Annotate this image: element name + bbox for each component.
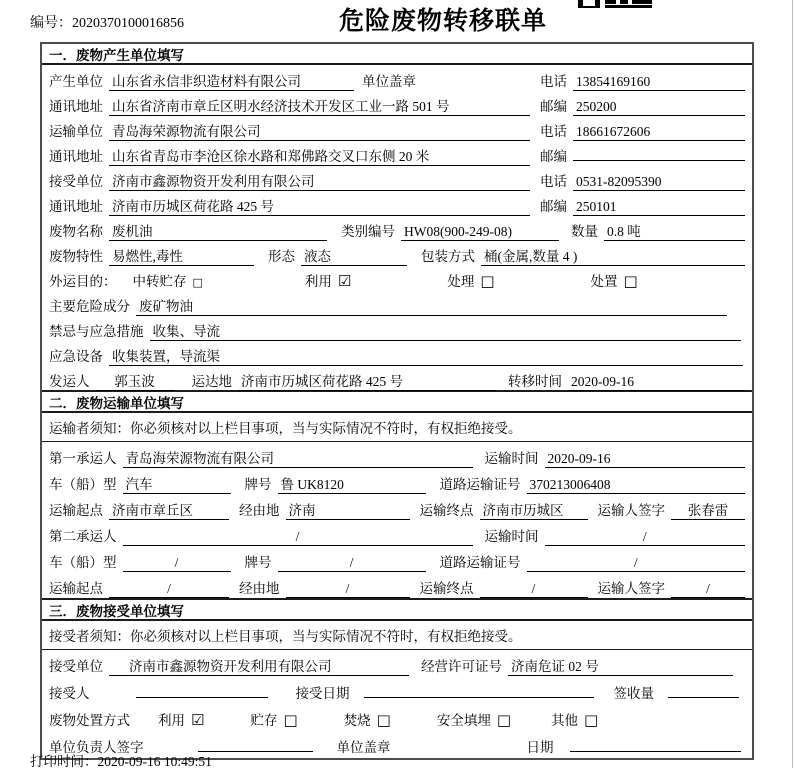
- section3-header: 三．废物接受单位填写: [42, 598, 752, 621]
- zip2-label: 邮编: [540, 149, 567, 164]
- vehicle1-label: 车（船）型: [49, 477, 117, 492]
- plate1-label: 牌号: [244, 477, 272, 492]
- unit-seal-label: 单位盖章: [362, 74, 416, 89]
- cert2-label: 道路运输证号: [439, 555, 521, 570]
- manager-sign-value: [198, 737, 313, 752]
- form-row-vehicle1: [42, 468, 752, 494]
- quantity-value: 0.8 吨: [604, 220, 745, 241]
- form-value: 液态: [301, 245, 407, 266]
- sign1-value: 张春雷: [671, 499, 745, 520]
- form-row-purpose: [42, 265, 752, 290]
- start1-label: 运输起点: [49, 503, 103, 518]
- via1-value: 济南: [286, 499, 410, 520]
- disposal-label: 废物处置方式: [49, 713, 130, 728]
- phone2-value: 18661672606: [573, 124, 745, 141]
- receive-date-value: [364, 683, 594, 698]
- transfer-time-value: 2020-09-16: [568, 374, 745, 391]
- disposal-use-checkbox: ☑: [191, 711, 205, 729]
- addr3-label: 通讯地址: [49, 199, 103, 214]
- receive-unit-value: 济南市鑫源物资开发利用有限公司: [109, 170, 530, 191]
- phone1-value: 13854169160: [573, 74, 745, 91]
- addr1-label: 通讯地址: [49, 99, 103, 114]
- phone1-label: 电话: [540, 74, 567, 89]
- disposal-landfill-label: 安全填埋: [436, 713, 491, 728]
- via1-label: 经由地: [239, 503, 280, 518]
- hazard-value: 废矿物油: [136, 295, 727, 316]
- transport-unit-value: 青岛海荣源物流有限公司: [109, 120, 530, 141]
- via2-value: /: [286, 581, 410, 598]
- dest-label: 运达地: [191, 374, 232, 389]
- equipment-value: 收集装置，导流渠: [109, 345, 743, 366]
- purpose-option-transfer: [133, 270, 203, 290]
- purpose-option-treat: [447, 270, 494, 290]
- form-row-transport-addr: [42, 140, 752, 165]
- form-row-waste-trait: [42, 240, 752, 265]
- cert1-value: 370213006408: [527, 477, 746, 494]
- form-row-receive-unit: [42, 165, 752, 190]
- section3-notice: 接受者须知：你必须核对以上栏目事项，当与实际情况不符时，有权拒绝接受。: [42, 621, 752, 650]
- end1-value: 济南市历城区: [480, 499, 588, 520]
- purpose-treat-label: 处理: [447, 274, 475, 289]
- vehicle2-value: /: [123, 555, 231, 572]
- disposal-use-label: 利用: [158, 713, 185, 728]
- start2-label: 运输起点: [49, 581, 103, 596]
- form-row-route2: [42, 572, 752, 598]
- start1-value: 济南市章丘区: [109, 499, 229, 520]
- produce-unit-label: 产生单位: [49, 74, 103, 89]
- qr-code-fragment: [578, 0, 654, 9]
- form-row-vehicle2: [42, 546, 752, 572]
- time1-label: 运输时间: [484, 451, 539, 466]
- carrier2-value: /: [123, 529, 473, 546]
- license-value: 济南危证 02 号: [508, 655, 733, 676]
- section2-header: 二．废物运输单位填写: [42, 390, 752, 413]
- print-time-value: 2020-09-16 10:49:51: [97, 754, 212, 769]
- zip1-value: 250200: [573, 99, 745, 116]
- cert2-value: /: [527, 555, 746, 572]
- taboo-value: 收集、导流: [150, 320, 742, 341]
- purpose-dispose-checkbox: □: [623, 272, 638, 290]
- hazard-label: 主要危险成分: [49, 299, 130, 314]
- print-time-label: 打印时间：: [30, 754, 98, 769]
- waste-name-value: 废机油: [109, 220, 327, 241]
- end2-value: /: [480, 581, 588, 598]
- quantity-label: 数量: [571, 224, 598, 239]
- document-number: [30, 12, 184, 32]
- disposal-landfill-checkbox: □: [496, 711, 512, 729]
- plate2-label: 牌号: [244, 555, 272, 570]
- phone2-label: 电话: [540, 124, 567, 139]
- disposal-option-burn: [344, 709, 391, 729]
- category-value: HW08(900-249-08): [401, 224, 559, 241]
- carrier1-value: 青岛海荣源物流有限公司: [123, 447, 473, 468]
- receipt-qty-label: 签收量: [613, 686, 654, 701]
- phone3-label: 电话: [540, 174, 567, 189]
- taboo-label: 禁忌与应急措施: [49, 324, 144, 339]
- addr1-value: 山东省济南市章丘区明水经济技术开发区工业一路 501 号: [109, 95, 530, 116]
- form-row-hazard: [42, 290, 752, 315]
- license-label: 经营许可证号: [421, 659, 502, 674]
- disposal-option-use: [158, 709, 204, 729]
- form-row-route1: [42, 494, 752, 520]
- disposal-option-store: [250, 709, 297, 729]
- plate1-value: 鲁 UK8120: [278, 473, 426, 494]
- zip3-label: 邮编: [540, 199, 567, 214]
- form-row-carrier2: [42, 520, 752, 546]
- page-title: 危险废物转移联单: [338, 7, 548, 35]
- purpose-option-dispose: [591, 270, 638, 290]
- zip3-value: 250101: [573, 199, 745, 216]
- form-label: 形态: [268, 249, 295, 264]
- zip1-label: 邮编: [540, 99, 567, 114]
- disposal-other-label: 其他: [551, 713, 579, 728]
- end1-label: 运输终点: [419, 503, 474, 518]
- equipment-label: 应急设备: [49, 349, 103, 364]
- carrier1-label: 第一承运人: [49, 451, 117, 466]
- purpose-transfer-label: 中转贮存: [132, 274, 187, 289]
- form-row-receiver: [42, 677, 752, 704]
- package-label: 包装方式: [421, 249, 475, 264]
- document-number-label: 编号：: [30, 16, 72, 31]
- purpose-dispose-label: 处置: [590, 274, 618, 289]
- sender-label: 发运人: [49, 374, 90, 389]
- transfer-time-label: 转移时间: [508, 374, 562, 389]
- form-row-taboo: [42, 315, 752, 340]
- s3-unit-seal-label: 单位盖章: [336, 740, 391, 755]
- via2-label: 经由地: [239, 581, 280, 596]
- dest-value: 济南市历城区荷花路 425 号: [238, 370, 496, 391]
- purpose-label: 外运目的：: [49, 274, 117, 289]
- transport-unit-label: 运输单位: [49, 124, 103, 139]
- receive-unit-label: 接受单位: [49, 174, 103, 189]
- purpose-transfer-checkbox: □: [192, 276, 203, 289]
- form-row-equipment: [42, 340, 752, 365]
- receiver-label: 接受人: [49, 686, 90, 701]
- sign2-value: /: [671, 581, 745, 598]
- s3-receive-unit-value: 济南市鑫源物资开发利用有限公司: [109, 655, 409, 676]
- time2-label: 运输时间: [484, 529, 539, 544]
- form-row-transport-unit: [42, 115, 752, 140]
- disposal-option-other: [551, 709, 598, 729]
- manifest-form: [40, 42, 754, 760]
- sign2-label: 运输人签字: [597, 581, 665, 596]
- form-row-produce-unit: [42, 65, 752, 90]
- form-row-sender: [42, 365, 752, 390]
- disposal-other-checkbox: □: [584, 711, 599, 729]
- page-edge-line: [792, 0, 793, 768]
- zip2-value: [573, 146, 745, 161]
- form-row-receive-addr: [42, 190, 752, 215]
- manager-sign-label: 单位负责人签字: [49, 740, 144, 755]
- date-value: [570, 737, 742, 752]
- vehicle1-value: 汽车: [123, 473, 231, 494]
- disposal-burn-label: 焚烧: [343, 713, 371, 728]
- form-row-disposal: [42, 704, 752, 731]
- disposal-option-landfill: [437, 709, 511, 729]
- disposal-store-checkbox: □: [283, 711, 298, 729]
- form-row-produce-addr: [42, 90, 752, 115]
- produce-unit-value: 山东省永信非织造材料有限公司: [109, 70, 354, 91]
- end2-label: 运输终点: [419, 581, 474, 596]
- s3-receive-unit-label: 接受单位: [49, 659, 103, 674]
- addr2-label: 通讯地址: [49, 149, 103, 164]
- form-row-receiver-unit: [42, 650, 752, 677]
- print-time: [30, 750, 212, 770]
- date-label: 日期: [526, 740, 554, 755]
- section2-notice: 运输者须知：你必须核对以上栏目事项，当与实际情况不符时，有权拒绝接受。: [42, 413, 752, 442]
- time2-value: /: [545, 529, 746, 546]
- purpose-option-use: [305, 270, 351, 290]
- category-label: 类别编号: [341, 224, 395, 239]
- trait-value: 易燃性,毒性: [109, 245, 254, 266]
- addr3-value: 济南市历城区荷花路 425 号: [109, 195, 530, 216]
- carrier2-label: 第二承运人: [49, 529, 117, 544]
- purpose-treat-checkbox: □: [480, 272, 495, 290]
- disposal-burn-checkbox: □: [376, 711, 391, 729]
- sender-value: 郭玉波: [96, 370, 174, 391]
- package-value: 桶(金属,数量 4 ): [481, 245, 745, 266]
- sign1-label: 运输人签字: [597, 503, 665, 518]
- plate2-value: /: [278, 555, 426, 572]
- section1-header: 一．废物产生单位填写: [42, 44, 752, 65]
- trait-label: 废物特性: [49, 249, 103, 264]
- receive-date-label: 接受日期: [295, 686, 350, 701]
- disposal-store-label: 贮存: [250, 713, 278, 728]
- phone3-value: 0531-82095390: [573, 174, 745, 191]
- form-row-waste-name: [42, 215, 752, 240]
- start2-value: /: [109, 581, 229, 598]
- addr2-value: 山东省青岛市李沧区徐水路和郑佛路交叉口东侧 20 米: [109, 145, 530, 166]
- time1-value: 2020-09-16: [545, 451, 746, 468]
- purpose-use-checkbox: ☑: [337, 272, 352, 290]
- receipt-qty-value: [668, 683, 739, 698]
- receiver-value: [136, 683, 268, 698]
- cert1-label: 道路运输证号: [439, 477, 521, 492]
- vehicle2-label: 车（船）型: [49, 555, 117, 570]
- document-number-value: 2020370100016856: [72, 16, 184, 31]
- waste-name-label: 废物名称: [49, 224, 103, 239]
- form-row-carrier1: [42, 442, 752, 468]
- purpose-use-label: 利用: [304, 274, 332, 289]
